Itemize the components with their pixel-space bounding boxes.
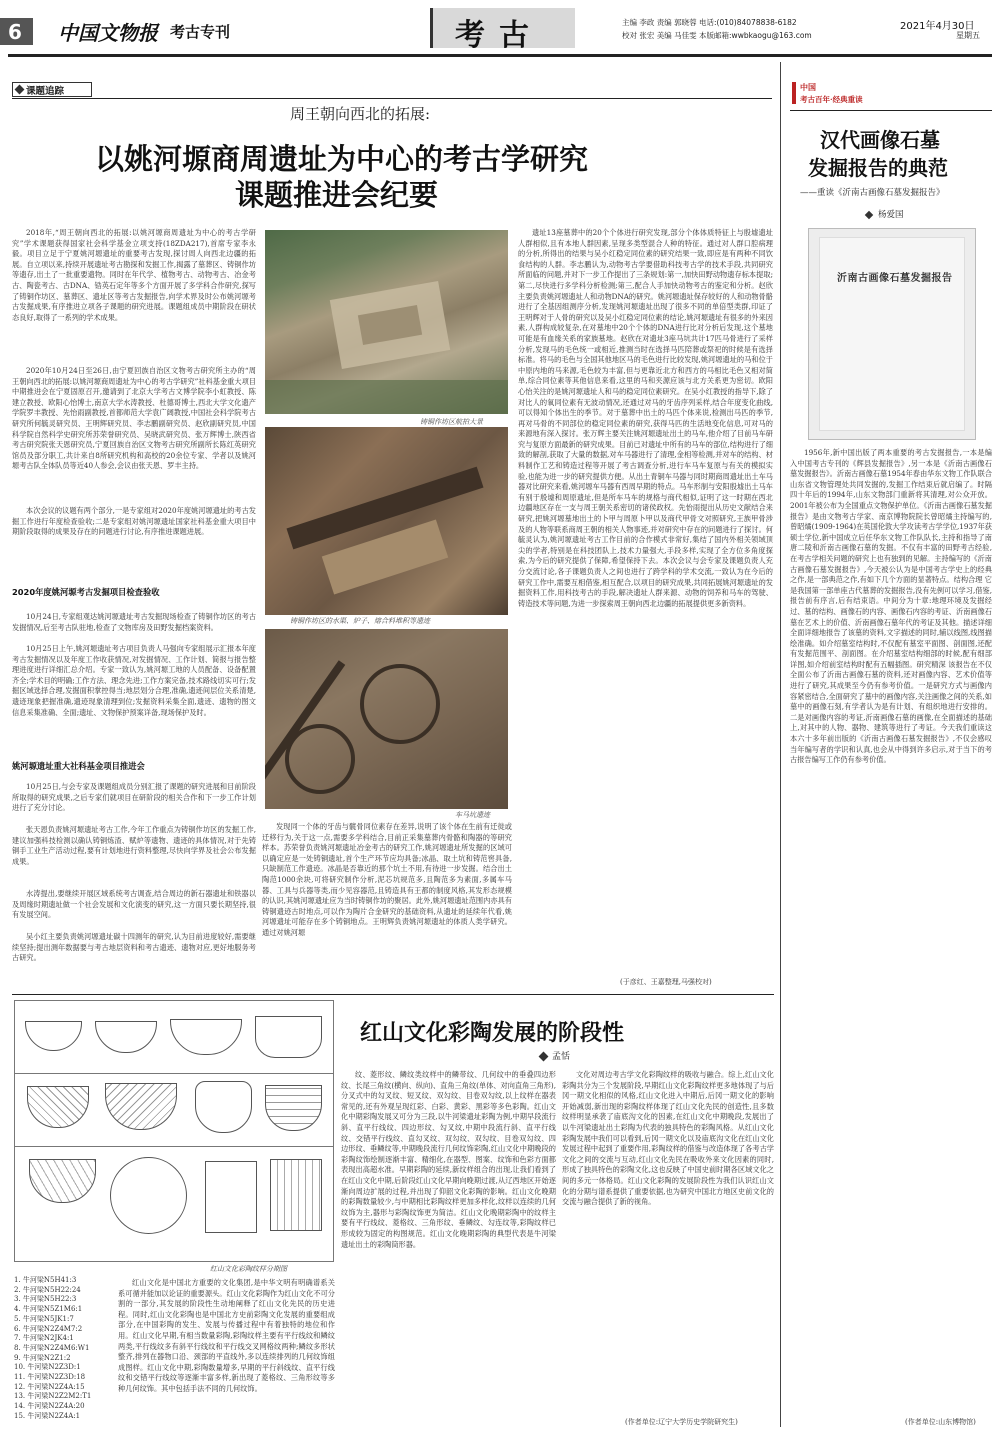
article2-col-b: 纹、菱形纹、鳞纹类纹样中的鳞带纹、几何纹中的垂叠四边形纹、长尾三角纹(横向、纵向)、直角三角纹(单体、对向直角三角形),分叉式中的勾叉纹、短叉纹、双勾纹、目卷双勾纹,以上纹样在器表常见的,还有外观呈现红彩、白彩、黄彩、黑彩等多色彩陶。红山文化中期彩陶发展又可分为三段,以牛河梁遗址彩陶为例,中期早段流行斜、直平行线纹、四边形纹、勾叉纹,中期中段流行斜、直平行线纹、交错平行线纹、直勾叉纹、双勾纹、双勾纹、目卷双勾纹、四边形纹、垂鳞纹等,中期晚段流行几何纹饰彩陶,红山文化中期晚段的彩陶纹饰绘制逐渐丰富、精细化,在器型、图案、纹饰和色彩方面都表现出高超水准。早期彩陶的延续,新纹样组合的出现,让我们看到了在红山文化中期,后阶段红山文化早期向晚期过渡,从辽西地区开始逐渐向周边扩展的过程,并出现了仰韶文化彩陶的影响。红山文化晚期的彩陶数量较少,与中期相比彩陶纹样更加多样化,纹样以连续的几何纹饰为主,器形与彩陶纹饰更为简洁。红山文化晚期彩陶中的纹样主要有平行线纹、菱格纹、三角形纹、垂鳞纹、勾连纹等,彩陶纹样已形成较为固定的构图规范。红山文化晚期彩陶的典型代表是牛河梁遗址出土的彩陶筒形器。 <box>341 1070 556 1249</box>
legend-item: 8. 牛河梁N2Z4M6:W1 <box>14 1343 90 1352</box>
article1-col1-p8: 水涛提出,要继续开展区域系统考古调查,结合周边的新石器遗址和铁器以及周缘时期遗址做一个社会发展和文化演变的研究,这一方面只要长期坚持,很有发展空间。 <box>12 889 256 920</box>
book-cover-title: 沂南古画像石墓发掘报告 <box>837 273 953 284</box>
legend-item: 10. 牛河梁N2Z3D:1 <box>14 1363 81 1372</box>
legend-item: 7. 牛河梁N2JK4:1 <box>14 1334 74 1343</box>
pottery-figure-caption: 红山文化彩陶纹样分期图 <box>210 1265 287 1273</box>
legend-item: 9. 牛河梁N2Z1:2 <box>14 1353 71 1362</box>
article1-kicker: 周王朝向西北的拓展: <box>290 105 431 123</box>
issue-date: 2021年4月30日 <box>900 21 975 32</box>
article1-col1-p1: 2018年,“周王朝向西北的拓展:以姚河塬商周遗址为中心的考古学研究”学术课题获得国家社会科学基金立项支持(18ZDA217),首席专家李永毅。项目立足于宁夏姚河塬遗址的重要考古发现,探讨周人向西北边疆的拓展。自立项以来,持续开展遗址考古勘探和发掘工作,揭露了墓葬区、铸铜作坊等遗存,出土了一批重要遗物。同时在年代学、植物考古、动物考古、冶金考古、陶瓷考古、古DNA、锆英石定年等多个方面开展了多学科合作研究,探写了铸铜作坊区、墓葬区、遗址区等考古发掘报告,向学术界及时公布姚河塬考古发掘成果,有序推进立项各子课题的研究进展。课题组成员中期阶段在研状态良好,取得了一系列的学术成果。 <box>12 228 256 322</box>
article1-col1-p9: 吴小红主要负责姚河塬遗址碳十四测年的研究,认为目前进度较好,需要继续坚持;提出测年数据要与考古地层资料和考古遗迹、遗物对应,更好地服务考古研究。 <box>12 932 256 963</box>
sidebar-title-line2: 发掘报告的典范 <box>808 156 948 180</box>
editor-line-1: 主编 李政 责编 郭晓蓉 电话:(010)84078838-6182 <box>622 18 797 27</box>
article1-col1-p2: 2020年10月24日至26日,由宁夏回族自治区文物考古研究所主办的“周王朝向西北的拓展:以姚河塬商周遗址为中心的考古学研究”社科基金重大项目中期推进会在宁夏固原召开,邀请到了北京大学考古文博学院李小虹教授、陈建立教授、欧阳心怡博士,南京大学水涛教授、杜德哥博士,西北大学文化遗产学院罗丰教授、先怡雨副教授,首都师范大学袁广阔教授,中国社会科学院考古研究所何毓灵研究员、王明辉研究员、李志鹏副研究员、赵欣副研究员,中国科学院自然科学史研究所苏荣誉研究员、吴晓武研究员、张万辉博士,陕西省考古研究院张天恩研究员,宁夏回族自治区文物考古研究所副所长陈红英研究馆员及部分职工,共计来自8所研究机构和高校的20余位专家、学者以及姚河塬考古队全体队员等近40人参会,会议由张天恩、罗丰主持。 <box>12 366 256 471</box>
article1-top-rule <box>12 98 772 99</box>
legend-item: 4. 牛河梁N5Z1M6:1 <box>14 1305 83 1314</box>
editor-line-2: 校对 张宏 美编 马佳雯 本版邮箱:wwbkaogu@163.com <box>622 31 812 40</box>
legend-item: 14. 牛河梁N2Z4A:20 <box>14 1402 85 1411</box>
legend-item: 13. 牛河梁N2Z2M2:T1 <box>14 1392 92 1401</box>
foundry-features-photo <box>265 427 508 615</box>
right-sidebar-divider <box>780 62 781 1427</box>
legend-item: 3. 牛河梁N5H22:3 <box>14 1295 77 1304</box>
article1-signature: (于彦红、王嘉整理,马强校对) <box>620 978 712 986</box>
article1-subhead-inspection: 2020年度姚河塬考古发掘项目检查验收 <box>12 587 160 597</box>
article1-title-line1: 以姚河塬商周遗址为中心的考古学研究 <box>95 142 589 176</box>
header-rule <box>8 54 992 57</box>
paper-name-logo: 中国文物报 <box>58 21 158 45</box>
article2-signature: (作者单位:辽宁大学历史学院研究生) <box>625 1418 738 1426</box>
legend-item: 6. 牛河梁N2Z4M7:2 <box>14 1324 83 1333</box>
article1-col3: 遗址13座墓葬中的20个个体进行研究发现,部分个体体质特征上与殷墟遗址人群相似,且有本地人群因素,呈现多类型混合人种的特征。通过对人群口腔病理的分析,所得出的结果与吴小红稳定同位素的研究结果一致,即应是有两种不同饮食结构的人群。李志鹏认为,动物考古学要借助科技考古学的技术手段,共同研究所面临的问题,并对下一步工作提出了三条规划:第一,加快田野动物遗存标本提取;第二,尽快进行多学科分析检测;第三,配合人手加快动物考古的鉴定和分析。赵欣主要负责姚河塬遗址人和动物DNA的研究。姚河塬遗址保存较好的人和动物骨骼进行了全基因组测序分析,发现姚河塬遗址出现了很多不同的单倍型类群,印证了王明辉对于人骨的研究以及吴小红稳定同位素的结论,姚河塬遗址有很多的外来因素,人群构成较复杂,在对墓地中20个个体的DNA进行比对分析后发现,这个墓地可能是有血缘关系的家族墓地。赵欣在对遗址3座马坑共计17匹马骨进行了采样分析,发现马的毛色统一或相近,推测当时在选择马匹陪葬或祭祀的时候是有选择标准。将马的毛色与全国其他地区马的毛色进行比较发现,姚河塬遗址的马和位于中原内地的马来源,毛色较为丰富,但与更靠近北方和西方的马相比毛色又相对简单,综合同位素等其他信息来看,这里的马和夹源应该与北方关系更为密切。欧阳心怡关注的是姚河塬遗址人和马的稳定同位素研究。在吴小红教授的指导下,除了对比人的氧同位素有无波动情况,还通过对马的牙齿序列采样,结合年度变化曲线,可以得知个体出生的季节。对于墓葬中出土的马匹个体来说,检测出马匹的季节,再对马骨的不同部位的稳定同位素的研究,获得马匹的生活地变化信息,可对马的来源地有深入探讨。张万辉主要关注姚河塬遗址出土的马车,他介绍了目前马车研究与复原方面最新的研究成果。目前已对遗址中所有的马车的部位,结构进行了细致的解剖,获取了大量的数据,对车马器进行了清理,金相等检测,并对车的结构、材料制作工艺和铸造过程等开展了考古调查分析,进行车马车复原与有关的模拟实验,也能为进一步的研究提供方便。从出土青铜车马器与同时期商周遗址出土车马器对比研究来看,姚河塬车马器有西周早期的特点。马车形制与安阳殷墟出土马车有别于殷墟和周原遗址,但是所车马车的规格与商代相似,证明了这一时期在西北边疆地区存在一支与周王朝关系密切的诸侯政权。先怡雨提出从历史文献结合来研究,把姚河塬墓地出土的卜甲与周原卜甲以及商代甲骨文对照研究,王族甲骨涉及的人物等联系商周王朝的相关人物事迹,并对研究中存在的问题进行了探讨。何毓灵认为,姚河塬遗址考古工作目前的合作模式非常好,集结了国内外相关领域顶尖的学者,特别是在科技团队上,技术力量强大,手段多样,实现了全方位多角度探索,为今后的研究提供了保障,希望保持下去。本次会议与会专家及课题负责人充分交流讨论,各子课题负责人之间也进行了跨学科的学术交流,一致认为在今后的研究工作中,需要互相借鉴,相互配合,以项目的研究成果,共同拓展姚河塬遗址的发掘资料工作,用科技考古的手段,解决遗址人群来源、动物的饲养和马车的驾驶、铸造技术等问题,为进一步探索周王朝向西北边疆的拓展提供更多新资料。 <box>518 228 773 608</box>
article1-col1-p3: 本次会议的议题有两个部分,一是专家组对2020年度姚河塬遗址的考古发掘工作进行年度检查验收;二是专家组对姚河塬遗址国家社科基金重大项目中期阶段取得的成果及存在的问题进行讨论,有序推进课题进展。 <box>12 506 256 537</box>
sidebar-signature: (作者单位:山东博物馆) <box>905 1418 976 1426</box>
book-cover <box>808 228 976 440</box>
legend-item: 12. 牛河梁N2Z4A:15 <box>14 1382 85 1391</box>
sidebar-logo-line2: 考古百年·经典重读 <box>800 95 863 104</box>
article2-col-c: 文化对周边考古学文化彩陶纹样的吸收与融合。综上,红山文化彩陶共分为三个发展阶段,早期红山文化彩陶纹样更多地体现了与后冈一期文化相似的风格,红山文化进入中期后,后冈一期文化的影响开始减弱,新出现的彩陶纹样体现了红山文化先民的创造性,且多数纹样明显承袭了庙底沟文化的因素,在红山文化中期晚段,发展出了以牛河梁遗址出土彩陶为代表的独具特色的彩陶风格。从红山文化彩陶发展中我们可以看到,后冈一期文化以及庙底沟文化在红山文化发展过程中起到了重要作用,彩陶纹样的借鉴与改造体现了各考古学文化之间的交流与互动,红山文化先民在吸收外来文化因素的同时,形成了独具特色的彩陶文化,这也反映了中国史前时期各区域文化之间的多元一体格局。红山文化彩陶的发展阶段性为我们认识红山文化的分期与谱系提供了重要依据,也为研究中国北方地区史前文化的交流与融合提供了新的视角。 <box>562 1070 774 1207</box>
header-banner: 考古 <box>455 18 543 53</box>
legend-item: 5. 牛河梁N5JK1:7 <box>14 1314 74 1323</box>
foundry-features-caption: 铸铜作坊区的水渠、炉子、熔合料堆积等遗迹 <box>290 617 430 625</box>
foundry-aerial-photo <box>265 230 508 414</box>
sidebar-author-marker <box>865 211 873 219</box>
legend-item: 11. 牛河梁N2Z3D:18 <box>14 1373 86 1382</box>
article2-col-a: 红山文化是中国北方重要的文化集团,是中华文明有明确谱系关系可循并能加以论证的重要源头。红山文化彩陶作为红山文化不可分割的一部分,其发展的阶段性生动地阐释了红山文化先民的历史进程。同时,红山文化彩陶也是中国北方史前彩陶文化发展的重要组成部分,在中国彩陶的发生、发展与传播过程中有着独特的地位和作用。红山文化早期,有相当数量彩陶,彩陶纹样主要有平行线纹和鳞纹两类,平行线纹多有斜平行线纹和平行线交叉网格纹两种;鳞纹多形状整齐,排列在器物口沿、颈部的平直线外,多以连续排列的几何纹饰组成图样。红山文化中期,彩陶数量增多,早期的平行斜线纹、直平行线纹和交错平行线纹等逐渐丰富多样,新出现了菱格纹、三角形纹等多种几何纹饰。其中包括手法不同的几何纹饰。 <box>118 1278 335 1393</box>
section-name: 考古专刊 <box>170 23 231 41</box>
figure-legend <box>14 1276 114 1426</box>
sidebar-logo-line1: 中国 <box>800 82 816 92</box>
pottery-figure <box>14 1000 334 1262</box>
legend-item: 2. 牛河梁N5H22:24 <box>14 1285 81 1294</box>
chariot-pit-photo <box>265 629 508 809</box>
legend-item: 1. 牛河梁N5H41:3 <box>14 1276 77 1284</box>
article1-col1-bottom <box>12 782 256 990</box>
article2-author: 孟恬 <box>552 1052 571 1062</box>
chariot-pit-caption: 车马坑遗迹 <box>455 811 490 819</box>
foundry-aerial-caption: 铸铜作坊区航拍大景 <box>420 418 483 426</box>
sidebar-author: 杨爱国 <box>878 210 904 220</box>
article1-title-line2: 课题推进会纪要 <box>235 178 439 212</box>
sidebar-title-line1: 汉代画像石墓 <box>820 128 940 152</box>
page-number: 6 <box>8 20 22 44</box>
column-tag: 课题追踪 <box>26 86 65 97</box>
sidebar-subtitle: ——重读《沂南古画像石墓发掘报告》 <box>800 188 945 198</box>
article-divider <box>12 994 774 995</box>
article1-subhead-meeting: 姚河塬遗址重大社科基金项目推进会 <box>12 761 145 771</box>
article1-col1-p7: 张天恩负责姚河塬遗址考古工作,今年工作重点为铸铜作坊区的发掘工作,建议加强科技检测以确认铸铜炼渣、赋炉等遗物、遗迹的具体情况,对于先铸铜手工业生产活动过程,要有计划地进行资料整理,尽快向学界及社会公布发掘成果。 <box>12 825 256 866</box>
sidebar-top-rule <box>790 110 992 111</box>
article2-title: 红山文化彩陶发展的阶段性 <box>360 1020 625 1046</box>
article1-col1-p6: 10月25日,与会专家及课题组成员分别汇报了课题的研究进展和目前阶段所取得的研究成果,之后专家们就项目在研阶段的相关合作和下一步工作计划进行了充分讨论。 <box>12 782 256 813</box>
article1-col1-p4: 10月24日,专家组观达姚河塬遗址考古发掘现场检查了铸铜作坊区的考古发掘情况,后至考古队驻地,检查了文物库房及田野发掘档案资料。 <box>12 612 256 632</box>
issue-weekday: 星期五 <box>956 31 980 40</box>
article1-col2: 发现同一个体的牙齿与髋骨同位素存在差异,说明了该个体在生前有迁徙或迁移行为,关于这一点,需要多学科结合,目前正采集墓葬内骨骼和陶器的等研究样本。苏荣誉负责姚河塬遗址冶金考古的研究工作,姚河塬遗址所发掘的区域可以确定应是一处铸铜遗址,首个生产环节应均具备;冰晶、取土坑和铸范窖具备,只缺制范工作遗迹。冰晶是否靠近的那个坑土不用,有待进一步发掘。结合出土陶范1000余块,可将研究制作分析,泥芯坑规范多,且陶范多为素面,多属车马器、工具与兵器等类,而少见容器范,且铸造具有王都的制度风格,其发形态规模的认识,其姚河塬遗址应为当时铸铜作坊的聚居。此外,姚河塬遗址范围内亦具有铸铜遗迹古时地点,可以作为陶片合金研究的基础资料,从遗址的延续年代看,姚河塬遗址可能存在多个铸铜地点。王明辉负责姚河塬遗址的体质人类学研究。通过对姚河塬 <box>262 822 512 937</box>
article1-col1-p5: 10月25日上午,姚河塬遗址考古项目负责人马强向专家组展示汇报本年度考古发掘情况以及年度工作收获情况,对发掘情况、工作计划、简报与报告整理进度进行详细汇总介绍。专家一致认为,姚河塬工地的人员配备、设备配置齐全;学术目的明确;工作方法、理念先进;工作方案完备,技术路线切实可行;发掘区域选择合理,发掘面积掌控得当;地层划分合理,准确,遗迹间层位关系清楚,遗迹现象把握准确,遗迹现象清理到位;发掘资料采集全面,遗迹、遗物的图文信息采集准确、全面;遗址、文物保护预案详备,现场保护及时。 <box>12 644 256 717</box>
article1-col1 <box>12 228 256 588</box>
article2-author-marker <box>539 1052 549 1062</box>
legend-item: 15. 牛河梁N2Z4A:1 <box>14 1411 81 1420</box>
sidebar-body: 1956年,新中国出版了两本重要的考古发掘报告,一本是编入中国考古专刊的《辉县发掘报告》,另一本是《沂南古画像石墓发掘报告》。沂南古画像石墓1954年春由华东文物工作队联合山东省文物管理处共同发掘的,发掘工作结束后就启编了。时隔四十年后的1994年,山东文物部门重新将其清理,对公众开放。2001年被公布为全国重点文物保护单位。《沂南古画像石墓发掘报告》是由文物考古学家、南京博物院院长曾昭燏主持编写的,曾昭燏(1909-1964)在英国伦敦大学攻读考古学学位,1937年获硕士学位,新中国成立后任华东文物工作队队长,主持和指导了南唐二陵和沂南古画像石墓的发掘。不仅有丰富的田野考古经验,在考古学相关问题的研究上也有独到的见解。主持编写的《沂南古画像石墓发掘报告》,今天被公认为是中国考古学史上的经典之作,是一部典范之作,有如下几个方面的显著特点。结构合理 它是我国第一部单座古代墓葬的发掘报告,没有先例可以学习,借鉴,报告前有序言,后有结束语。中间分为十章:地理环境及发掘经过、墓的结构、画像石的内容、画像石内容的考证、沂南画像石墓在艺术上的价值、沂南画像石墓年代的考证及其他。描述详细 全面详细地报告了该墓的资料,文字描述的同时,辅以线图,线图描绘准确。如介绍墓室结构时,不仅配有墓室平面图、剖面图,还配有发掘范围平、剖面图。在介绍墓室结构细部的时候,配有细部详图,如介绍前室结构时配有五幅插图。研究精深 该报告在不仅全面公布了沂南古画像石墓的资料,还对画像内容、艺术价值等进行了研究,其成果至今仍有参考价值。一是研究方式与画像内容紧密结合,全面研究了墓中的画像内容,关注画像之间的关系,如墓中的画像石刻,有学者认为是有计划、有组织地进行安排的。二是对画像内容的考证,沂南画像石墓的画像,在全面描述的基础上,对其中的人物、器物、建筑等进行了考证。今天我们重读这本六十多年前出版的《沂南古画像石墓发掘报告》,不仅会感叹当年编写者的学识和认真,也会从中得到许多启示,对于当下的考古报告编写工作仍有参考价值。 <box>790 448 992 765</box>
